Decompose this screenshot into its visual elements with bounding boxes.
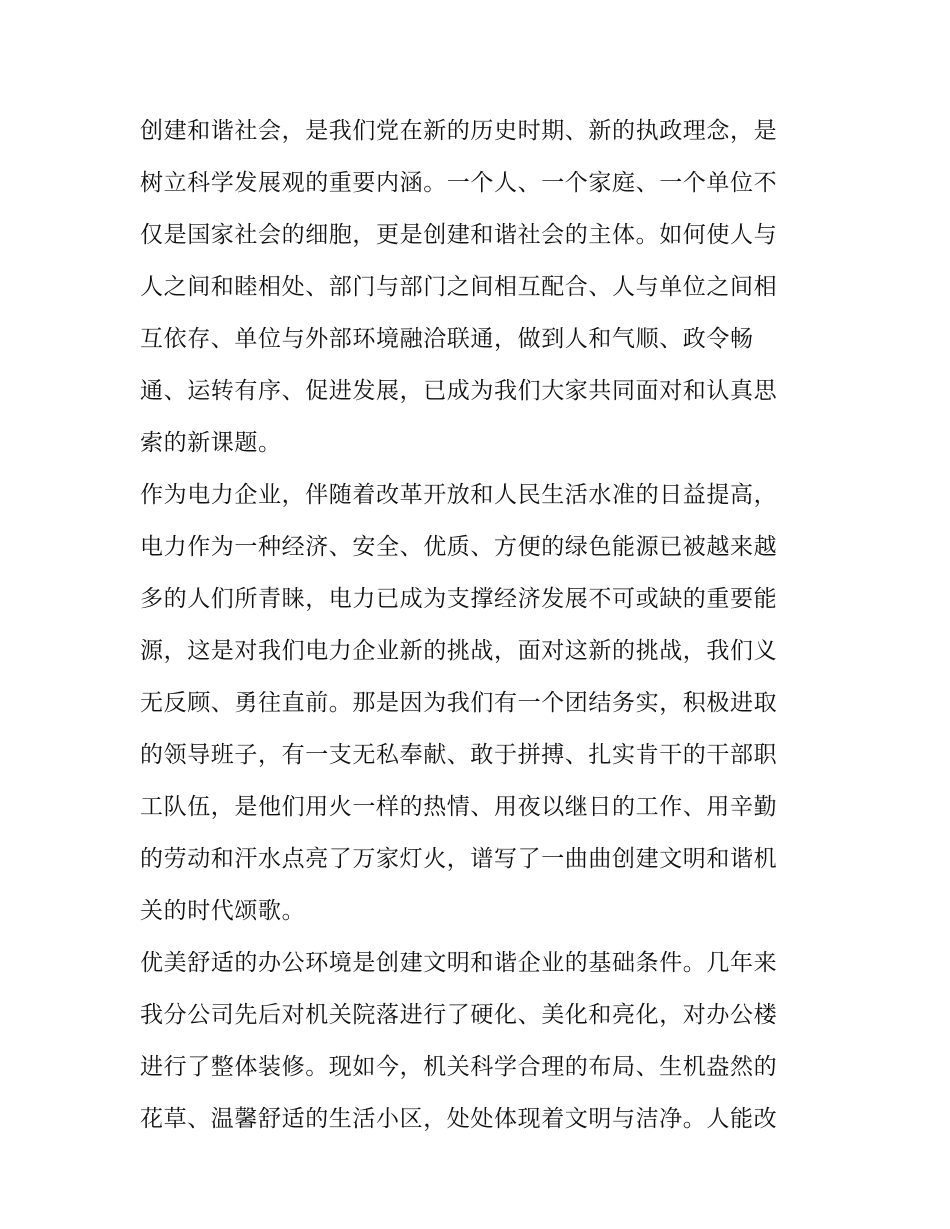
text-line: 多的人们所青睐，电力已成为支撑经济发展不可或缺的重要能: [140, 586, 778, 612]
text-line: 花草、温馨舒适的生活小区，处处体现着文明与洁净。人能改: [140, 1106, 778, 1132]
text-line: 的劳动和汗水点亮了万家灯火，谱写了一曲曲创建文明和谐机: [140, 846, 778, 872]
text-line: 优美舒适的办公环境是创建文明和谐企业的基础条件。几年来: [140, 950, 778, 976]
text-line: 进行了整体装修。现如今，机关科学合理的布局、生机盎然的: [140, 1054, 778, 1080]
text-line: 关的时代颂歌。: [140, 898, 306, 924]
paragraph-2: [140, 469, 820, 937]
text-line: 互依存、单位与外部环境融洽联通，做到人和气顺、政令畅: [140, 326, 754, 352]
text-line: 我分公司先后对机关院落进行了硬化、美化和亮化，对办公楼: [140, 1002, 778, 1028]
text-line: 源，这是对我们电力企业新的挑战，面对这新的挑战，我们义: [140, 638, 778, 664]
paragraph-3: [140, 937, 820, 1145]
text-line: 树立科学发展观的重要内涵。一个人、一个家庭、一个单位不: [140, 170, 778, 196]
document-body: [140, 105, 820, 1145]
text-line: 作为电力企业，伴随着改革开放和人民生活水准的日益提高，: [140, 482, 778, 508]
text-line: 创建和谐社会，是我们党在新的历史时期、新的执政理念，是: [140, 118, 778, 144]
text-line: 无反顾、勇往直前。那是因为我们有一个团结务实，积极进取: [140, 690, 778, 716]
text-line: 工队伍，是他们用火一样的热情、用夜以继日的工作、用辛勤: [140, 794, 778, 820]
text-line: 电力作为一种经济、安全、优质、方便的绿色能源已被越来越: [140, 534, 778, 560]
text-line: 通、运转有序、促进发展，已成为我们大家共同面对和认真思: [140, 378, 778, 404]
text-line: 索的新课题。: [140, 430, 282, 456]
text-line: 的领导班子，有一支无私奉献、敢于拼搏、扎实肯干的干部职: [140, 742, 778, 768]
text-line: 人之间和睦相处、部门与部门之间相互配合、人与单位之间相: [140, 274, 778, 300]
text-line: 仅是国家社会的细胞，更是创建和谐社会的主体。如何使人与: [140, 222, 778, 248]
paragraph-1: [140, 105, 820, 469]
